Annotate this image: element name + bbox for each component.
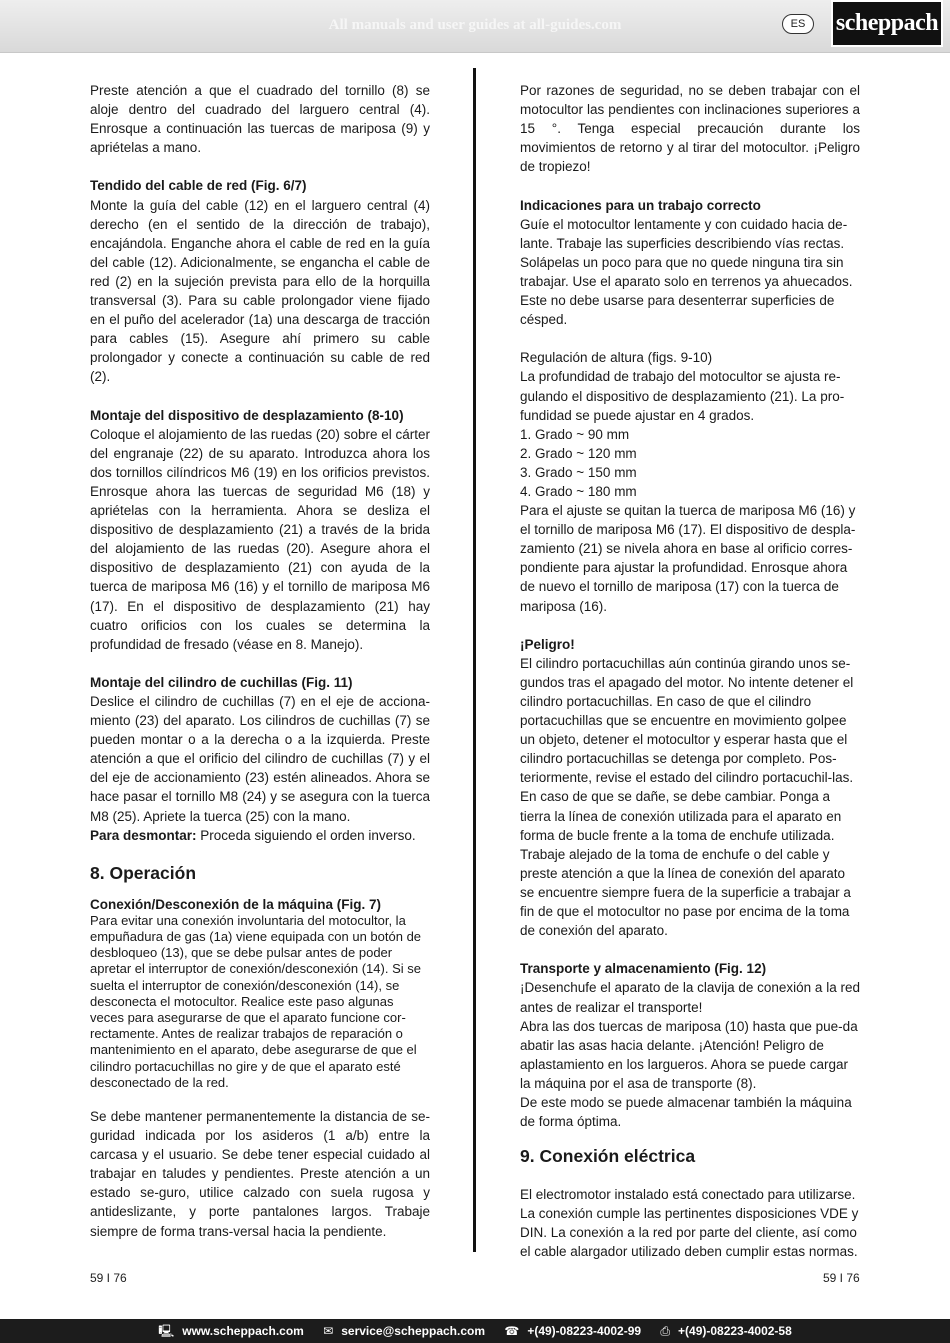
- section-heading: 9. Conexión eléctrica: [520, 1146, 696, 1167]
- page-number-left: 59 I 76: [90, 1271, 127, 1285]
- left-column: [90, 81, 430, 1241]
- subheading: Transporte y almacenamiento (Fig. 12): [520, 961, 767, 977]
- envelope-icon: ✉: [323, 1324, 334, 1338]
- scheppach-logo: scheppach: [831, 0, 943, 47]
- paragraph: Para evitar una conexión involuntaria del motocultor, la empuñadura de gas (1a) viene equipada con un botón de desbloqueo (13), que se debe pulsar antes de poder apretar el interruptor de conexión/desconexión (14). Si se suelta el interruptor de conexión/desconexión (14), se desconecta el motocultor. Realice este paso algunas veces para asegurarse de que el aparato funcione cor-rectamente. Antes de realizar trabajos de reparación o mantenimiento en el aparato, debe asegurarse de que el cilindro portacuchillas no gire y de que el aparato esté desconectado de la red.: [90, 912, 422, 1090]
- watermark-text: All manuals and user guides at all-guides.com: [328, 17, 622, 33]
- subheading: Montaje del cilindro de cuchillas (Fig. 11): [90, 674, 353, 690]
- fax-contact: [656, 1319, 795, 1343]
- phone-contact: [500, 1319, 645, 1343]
- section-heading: 8. Operación: [90, 862, 197, 883]
- phone-text: +(49)-08223-4002-99: [527, 1324, 642, 1338]
- list-item: 1. Grado ~ 90 mm: [520, 426, 630, 442]
- warning-heading: ¡Peligro!: [520, 636, 575, 652]
- computer-icon: 🖳: [158, 1324, 175, 1338]
- language-badge: ES: [782, 14, 814, 34]
- subheading: Conexión/Desconexión de la máquina (Fig. 7): [90, 896, 382, 912]
- website-contact[interactable]: [154, 1319, 308, 1343]
- email-text: service@scheppach.com: [341, 1324, 486, 1338]
- fax-icon: ⎙: [660, 1324, 671, 1338]
- paragraph: Coloque el alojamiento de las ruedas (20) sobre el cárter del engranaje (22) de su aparato. Introduzca ahora los dos tornillos cilíndricos M6 (19) en los orificios previstos. Enrosque ahora las tuercas de seguridad M6 (18) y apriételas con la herramienta. Ahora se desliza el dispositivo de desplazamiento (21) a través de la brida del alojamiento de las ruedas (20). Asegure ahora el dispositivo de desplazamiento (21) con ayuda de la tuerca de mariposa M6 (16) y el tornillo de mariposa M6 (17). En el dispositivo de desplazamiento (21) hay cuatro orificios con los cuales se determina la profundidad de fresado (véase en 8. Manejo).: [90, 426, 430, 652]
- paragraph: [90, 826, 430, 845]
- paragraph: Abra las dos tuercas de mariposa (10) hasta que pue-da abatir las asas hacia delante. ¡Atención! Peligro de aplastamiento en los largueros. Ahora se puede cargar la máquina por el asa de transporte (8).: [520, 1018, 858, 1091]
- top-header-bar: [0, 0, 950, 53]
- list-item: 2. Grado ~ 120 mm: [520, 445, 637, 461]
- subheading: Tendido del cable de red (Fig. 6/7): [90, 178, 307, 194]
- paragraph: Monte la guía del cable (12) en el larguero central (4) derecho (en el sentido de la dirección de trabajo), encajándola. Enganche ahora el cable de red en la guía del cable (12). Adicionalmente, se engancha el cable de red (2) en la sujeción prevista para ello de la horquilla transversal (3). Para su cable prolongador viene fijado en el puño del acelerador (1a) una descarga de tracción para cables (15). Asegure ahí primero su cable prolongador y conecte a continuación su cable de red (2).: [90, 197, 430, 385]
- bold-label: Para desmontar:: [90, 827, 197, 843]
- list-item: 3. Grado ~ 150 mm: [520, 464, 637, 480]
- paragraph: El cilindro portacuchillas aún continúa girando unos se-gundos tras el apagado del motor. No intente detener el cilindro portacuchillas. En caso de que el cilindro portacuchillas que se encuentre en movimiento golpee un objeto, detener el motocultor y esperar hasta que el cilindro portacuchillas se detenga por completo. Pos-teriormente, revise el estado del cilindro portacuchil-las. En caso de que se dañe, se debe cambiar. Ponga a tierra la línea de conexión utilizada para el aparato en forma de bucle frente a la toma de enchufe utilizada. Trabaje alejado de la toma de enchufe o del cable y preste atención a que la línea de conexión del aparato se encuentre siempre fuera de la superficie a trabajar a fin de que el motocultor no pase por encima de la toma de conexión del aparato.: [520, 655, 854, 939]
- paragraph: Para el ajuste se quitan la tuerca de mariposa M6 (16) y el tornillo de mariposa M6 (17). El dispositivo de despla-zamiento (21) se nivela ahora en base al orificio corres-pondiente para ajustar la profundidad. Enrosque ahora de nuevo el tornillo de mariposa (17) con la tuerca de mariposa (16).: [520, 503, 856, 614]
- paragraph-text: Proceda siguiendo el orden inverso.: [196, 827, 416, 843]
- paragraph: Guíe el motocultor lentamente y con cuidado hacia de-lante. Trabaje las superficies describiendo vías rectas. Solápelas un poco para que no quede ninguna tira sin trabajar. Use el aparato solo en terrenos ya ahuecados. Este no debe usarse para desenterrar superficies de césped.: [520, 216, 853, 328]
- paragraph: Deslice el cilindro de cuchillas (7) en el eje de acciona-miento (23) del aparato. Los cilindros de cuchillas (7) se pueden montar o a la derecha o a la izquierda. Preste atención a que el orificio del cilindro de cuchillas (7) y el del eje de accionamiento (23) estén alineados. Ahora se hace pasar el tornillo M8 (24) y se asegura con la tuerca M8 (25). Apriete la tuerca (25) con la mano.: [90, 694, 430, 824]
- paragraph: ¡Desenchufe el aparato de la clavija de conexión a la red antes de realizar el transporte!: [520, 980, 860, 1015]
- email-contact[interactable]: [319, 1319, 489, 1343]
- list-item: 4. Grado ~ 180 mm: [520, 483, 637, 499]
- subheading: Montaje del dispositivo de desplazamiento (8-10): [90, 407, 404, 423]
- paragraph: De este modo se puede almacenar también la máquina de forma óptima.: [520, 1094, 852, 1130]
- paragraph: Se debe mantener permanentemente la distancia de se-guridad indicada por los asideros (1 a/b) entre la carcasa y el usuario. Se debe tener especial cuidado al trabajar en taludes y pendientes. Preste atención a un estado se-guro, utilice calzado con suela rugosa y antideslizante, y porte pantalones largos. Trabaje siempre de forma trans-versal hacia la pendiente.: [90, 1108, 430, 1239]
- column-divider: [473, 68, 476, 1252]
- page-number-right: 59 I 76: [823, 1271, 860, 1285]
- contact-footer: [0, 1319, 950, 1343]
- subheading: Regulación de altura (figs. 9-10): [520, 350, 713, 366]
- paragraph: El electromotor instalado está conectado para utilizarse. La conexión cumple las pertinentes disposiciones VDE y DIN. La conexión a la red por parte del cliente, así como el cable alargador utilizado deben cumplir estas normas.: [520, 1187, 859, 1260]
- subheading: Indicaciones para un trabajo correcto: [520, 197, 761, 213]
- phone-icon: ☎: [504, 1324, 520, 1338]
- fax-text: +(49)-08223-4002-58: [678, 1324, 792, 1338]
- website-text: www.scheppach.com: [182, 1324, 304, 1338]
- paragraph: Por razones de seguridad, no se deben trabajar con el motocultor las pendientes con inclinaciones superiores a 15 °. Tenga especial precaución durante los movimientos de retorno y al tirar del motocultor. ¡Peligro de tropiezo!: [520, 83, 860, 175]
- right-column: [520, 81, 860, 1262]
- paragraph: Preste atención a que el cuadrado del tornillo (8) se aloje dentro del cuadrado del larguero central (4). Enrosque a continuación las tuercas de mariposa (9) y apriételas a mano.: [90, 83, 430, 156]
- paragraph: La profundidad de trabajo del motocultor se ajusta re-gulando el dispositivo de desplazamiento (21). La pro-fundidad se puede ajustar en 4 grados.: [520, 369, 845, 423]
